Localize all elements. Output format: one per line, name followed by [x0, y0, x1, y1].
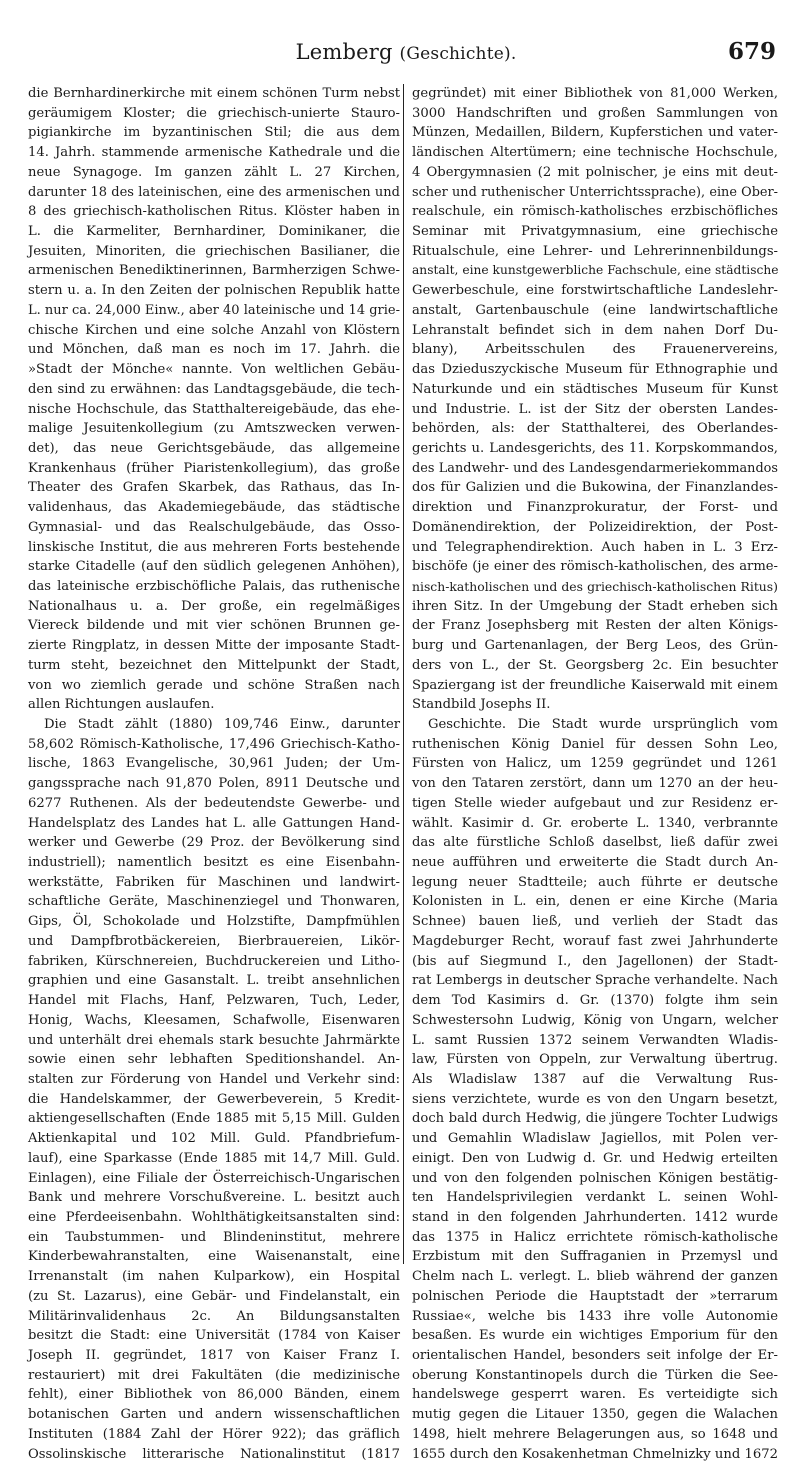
text-line: Russiae«, welche bis 1433 ihre volle Autonomie — [412, 1308, 778, 1324]
text-line: Ritualschule, eine Lehrer- und Lehrerinnenbildungs- — [412, 243, 778, 259]
text-line: Instituten (1884 Zahl der Hörer 922); das gräflich — [28, 1426, 400, 1442]
text-line: Kolonisten in L. ein, denen er eine Kirche (Maria — [412, 894, 778, 910]
text-line: und unterhält drei ehemals stark besuchte Jahrmärkte — [28, 1032, 400, 1048]
page-number: 679 — [727, 38, 776, 65]
text-line: Naturkunde und ein städtisches Museum für Kunst — [412, 381, 778, 397]
text-line: werker und Gewerbe (29 Proz. der Bevölkerung sind — [28, 835, 400, 851]
text-line: Aktienkapital und 102 Mill. Guld. Pfandbriefum- — [28, 1131, 400, 1147]
text-line: geräumigem Kloster; die griechisch-unierte Stauro- — [28, 105, 400, 121]
text-line: lauf), eine Sparkasse (Ende 1885 mit 14,7 Mill. Guld. — [28, 1150, 400, 1166]
text-line: Die Stadt zählt (1880) 109,746 Einw., darunter — [44, 717, 400, 732]
text-line: ländischen Altertümern; eine technische Hochschule, — [412, 145, 778, 161]
text-line: das Dzieduszyckische Museum für Ethnographie und — [412, 362, 778, 378]
text-line: doch bald durch Hedwig, die jüngere Tochter Ludwigs — [412, 1111, 778, 1127]
text-line: Als Wladislaw 1387 auf die Verwaltung Rus- — [412, 1071, 778, 1087]
text-line: stern u. a. In den Zeiten der polnischen Republik hatte — [28, 283, 400, 299]
text-line: anstalt, Gartenbauschule (eine landwirtschaftliche — [412, 302, 778, 318]
text-line: polnischen Periode die Hauptstadt der »terrarum — [412, 1288, 778, 1304]
text-line: werkstätte, Fabriken für Maschinen und landwirt- — [28, 874, 400, 890]
text-line: blany), Arbeitsschulen des Frauenervereins, — [412, 342, 778, 358]
text-line: 6277 Ruthenen. Als der bedeutendste Gewerbe- und — [28, 795, 400, 811]
text-line: graphien und eine Gasanstalt. L. treibt ansehnlichen — [28, 973, 400, 989]
text-line: von wo ziemlich gerade und schöne Straßen nach — [28, 677, 400, 693]
text-line: det), das neue Gerichtsgebäude, das allgemeine — [28, 440, 400, 456]
text-line: aktiengesellschaften (Ende 1885 mit 5,15 Mill. Gulden — [28, 1111, 400, 1127]
text-line: Erzbistum mit den Suffraganien in Przemysl und — [412, 1249, 778, 1265]
text-line: das 1375 in Halicz errichtete römisch-katholische — [412, 1229, 778, 1245]
text-line: ruthenischen König Daniel für dessen Sohn Leo, — [412, 736, 778, 752]
text-line: Handelsplatz des Landes hat L. alle Gattungen Hand- — [28, 815, 400, 831]
text-line: und Industrie. L. ist der Sitz der obersten Landes- — [412, 401, 778, 417]
page-header — [30, 34, 782, 74]
text-line: ten Handelsprivilegien verdankt L. seinen Wohl- — [412, 1190, 778, 1206]
text-line: Einlagen), eine Filiale der Österreichisch-Ungarischen — [28, 1170, 400, 1186]
text-line: oberung Konstantinopels durch die Türken die See- — [412, 1367, 778, 1383]
text-line: Fürsten von Halicz, um 1259 gegründet und 1261 — [412, 756, 778, 772]
text-line: 1655 durch den Kosakenhetman Chmelnizky und 1672 — [412, 1446, 778, 1462]
text-line: stand in den folgenden Jahrhunderten. 1412 wurde — [412, 1209, 778, 1225]
text-line: die Handelskammer, der Gewerbeverein, 5 Kredit- — [28, 1091, 400, 1107]
text-line: schaftliche Geräte, Maschinenziegel und Thonwaren, — [28, 894, 400, 910]
text-line: Ossolinskische litterarische Nationalinstitut (1817 — [28, 1446, 400, 1462]
text-line: das lateinische erzbischöfliche Palais, das ruthenische — [28, 578, 400, 594]
text-line: 14. Jahrh. stammende armenische Kathedrale und die — [28, 145, 400, 161]
text-line: Lehranstalt befindet sich in dem nahen Dorf Du- — [412, 322, 778, 338]
text-line: dos für Galizien und die Bukowina, der Finanzlandes- — [412, 480, 778, 496]
text-line: »Stadt der Mönche« nannte. Von weltlichen Gebäu- — [28, 362, 400, 378]
text-line: neue aufführen und erweiterte die Stadt durch An- — [412, 855, 778, 871]
text-line: Handel mit Flachs, Hanf, Pelzwaren, Tuch, Leder, — [28, 993, 400, 1009]
text-line: Kinderbewahranstalten, eine Waisenanstalt, eine — [28, 1249, 400, 1265]
text-line: ein Taubstummen- und Blindeninstitut, mehrere — [28, 1229, 400, 1245]
text-line: fehlt), einer Bibliothek von 86,000 Bänden, einem — [28, 1387, 400, 1403]
text-line: Nationalhaus u. a. Der große, ein regelmäßiges — [28, 598, 400, 614]
text-line: einigt. Den von Ludwig d. Gr. und Hedwig erteilten — [412, 1150, 778, 1166]
text-line: 58,602 Römisch-Katholische, 17,496 Griechisch-Katho- — [28, 736, 400, 752]
text-line: L. die Karmeliter, Bernhardiner, Dominikaner, die — [28, 224, 400, 240]
running-title — [30, 40, 782, 64]
text-line: ihren Sitz. In der Umgebung der Stadt erheben sich — [412, 598, 778, 614]
text-line: Theater des Grafen Skarbek, das Rathaus, das In- — [28, 480, 400, 496]
text-line: legung neuer Stadtteile; auch führte er deutsche — [412, 874, 778, 890]
text-line: Domänendirektion, der Polizeidirektion, der Post- — [412, 519, 778, 535]
text-line: eine Pferdeeisenbahn. Wohlthätigkeitsanstalten sind: — [28, 1209, 400, 1225]
header-subtitle: (Geschichte). — [399, 44, 517, 64]
text-line: das alte fürstliche Schloß daselbst, ließ dafür zwei — [412, 835, 778, 851]
text-line: dem Tod Kasimirs d. Gr. (1370) folgte ihm sein — [412, 993, 778, 1009]
text-line: scher und ruthenischer Unterrichtssprache), eine Ober- — [412, 184, 778, 200]
text-line: 8 des griechisch-katholischen Ritus. Klöster haben in — [28, 204, 400, 220]
text-line: anstalt, eine kunstgewerbliche Fachschule, eine städtische — [412, 263, 779, 278]
text-line: Magdeburger Recht, worauf fast zwei Jahrhunderte — [412, 933, 778, 949]
text-line: starke Citadelle (auf den südlich gelegenen Anhöhen), — [28, 559, 400, 575]
text-line: tigen Stelle wieder aufgebaut und zur Residenz er- — [412, 795, 778, 811]
text-line: und Gemahlin Wladislaw Jagiellos, mit Polen ver- — [412, 1131, 778, 1147]
text-line: 1498, hielt mehrere Belagerungen aus, so 1648 und — [412, 1426, 778, 1442]
text-line: den sind zu erwähnen: das Landtagsgebäude, die tech- — [28, 381, 400, 397]
text-line: burg und Gartenanlagen, der Berg Leos, des Grün- — [412, 638, 778, 654]
text-line: L. nur ca. 24,000 Einw., aber 40 lateinische und 14 grie- — [28, 302, 401, 318]
text-line: behörden, als: der Statthalterei, des Oberlandes- — [412, 421, 778, 437]
text-line: Schnee) bauen ließ, und verlieh der Stadt das — [412, 914, 778, 930]
text-line: restauriert) mit drei Fakultäten (die medizinische — [28, 1367, 400, 1383]
text-line: (bis auf Siegmund I., den Jagellonen) der Stadt- — [412, 953, 778, 969]
text-line: Schwestersohn Ludwig, König von Ungarn, welcher — [412, 1012, 778, 1028]
left-column — [28, 84, 401, 1462]
text-line: orientalischen Handel, besonders seit infolge der Er- — [412, 1348, 778, 1363]
text-line: und von den folgenden polnischen Königen bestätig- — [412, 1170, 778, 1186]
text-line: Gewerbeschule, eine forstwirtschaftliche Landeslehr- — [412, 283, 778, 299]
text-line: lische, 1863 Evangelische, 30,961 Juden; der Um- — [28, 756, 400, 772]
text-line: des Landwehr- und des Landesgendarmeriekommandos — [412, 460, 778, 476]
text-line: 4 Obergymnasien (2 mit polnischer, je eins mit deut- — [412, 164, 778, 180]
text-line: und Mönchen, daß man es noch im 17. Jahrh. die — [28, 342, 400, 358]
text-line: Geschichte. Die Stadt wurde ursprünglich vom — [428, 717, 778, 732]
text-line: bischöfe (je einer des römisch-katholischen, des arme- — [412, 559, 778, 575]
text-line: nische Hochschule, das Statthaltereigebäude, das ehe- — [28, 401, 400, 417]
text-line: die Bernhardinerkirche mit einem schönen Turm nebst — [28, 86, 400, 101]
text-line: Jesuiten, Minoriten, die griechischen Basilianer, die — [28, 243, 400, 259]
text-line: gegründet) mit einer Bibliothek von 81,000 Werken, — [412, 86, 778, 101]
text-line: industriell); namentlich besitzt es eine Eisenbahn- — [28, 855, 400, 871]
text-line: Militärinvalidenhaus 2c. An Bildungsanstalten — [28, 1308, 400, 1324]
text-line: 3000 Handschriften und großen Sammlungen von — [412, 105, 778, 121]
text-line: stalten zur Förderung von Handel und Verkehr sind: — [28, 1071, 400, 1087]
text-line: L. samt Russien 1372 seinem Verwandten Wladis- — [412, 1032, 778, 1048]
text-line: turm steht, bezeichnet den Mittelpunkt der Stadt, — [28, 657, 400, 673]
text-line: besitzt die Stadt: eine Universität (1784 von Kaiser — [28, 1328, 400, 1344]
text-line: Standbild Josephs II. — [412, 697, 551, 713]
text-line: von den Tataren zerstört, dann um 1270 an der heu- — [412, 776, 778, 792]
text-line: darunter 18 des lateinischen, eine des armenischen und — [28, 184, 400, 200]
text-line: ders von L., der St. Georgsberg 2c. Ein besuchter — [412, 657, 778, 673]
text-line: Krankenhaus (früher Piaristenkollegium), das große — [28, 460, 400, 476]
text-line: armenischen Benediktinerinnen, Barmherzigen Schwe- — [28, 263, 400, 279]
text-line: sowie einen sehr lebhaften Speditionshandel. An- — [28, 1052, 400, 1068]
text-line: und Telegraphendirektion. Auch haben in L. 3 Erz- — [412, 539, 778, 555]
text-line: realschule, ein römisch-katholisches erzbischöfliches — [412, 204, 778, 220]
text-line: gangssprache nach 91,870 Polen, 8911 Deutsche und — [28, 776, 400, 792]
text-line: linskische Institut, die aus mehreren Forts bestehende — [28, 539, 400, 555]
text-line: mutig gegen die Litauer 1350, gegen die Walachen — [412, 1407, 778, 1423]
text-line: Gips, Öl, Schokolade und Holzstifte, Dampfmühlen — [28, 914, 400, 930]
text-line: Chelm nach L. verlegt. L. blieb während der ganzen — [412, 1269, 778, 1285]
text-line: gerichts u. Landesgerichts, des 11. Korpskommandos, — [412, 440, 778, 456]
text-line: siens verzichtete, wurde es von den Ungarn besetzt, — [412, 1091, 778, 1107]
text-line: pigiankirche im byzantinischen Stil; die aus dem — [28, 125, 400, 141]
text-line: Bank und mehrere Vorschußvereine. L. besitzt auch — [28, 1190, 400, 1206]
text-line: zierte Ringplatz, in dessen Mitte der imposante Stadt- — [28, 638, 400, 654]
text-line: Münzen, Medaillen, Bildern, Kupferstichen und vater- — [412, 125, 778, 141]
text-line: Irrenanstalt (im nahen Kulparkow), ein Hospital — [28, 1269, 400, 1285]
text-line: neue Synagoge. Im ganzen zählt L. 27 Kirchen, — [28, 164, 400, 180]
column-divider — [403, 84, 404, 1264]
text-line: malige Jesuitenkollegium (zu Amtszwecken verwen- — [28, 421, 400, 437]
text-line: Joseph II. gegründet, 1817 von Kaiser Franz I. — [28, 1348, 400, 1363]
text-line: validenhaus, das Akademiegebäude, das städtische — [28, 500, 400, 516]
text-line: Honig, Wachs, Kleesamen, Schafwolle, Eisenwaren — [28, 1012, 400, 1028]
text-line: Seminar mit Privatgymnasium, eine griechische — [412, 224, 778, 240]
text-line: allen Richtungen auslaufen. — [28, 697, 215, 713]
right-column — [412, 84, 779, 1462]
text-line: chische Kirchen und eine solche Anzahl von Klöstern — [28, 322, 400, 338]
text-line: Gymnasial- und das Realschulgebäude, das Osso- — [28, 519, 400, 535]
text-line: fabriken, Kürschnereien, Buchdruckereien und Litho- — [28, 953, 400, 969]
text-line: handelswege gesperrt waren. Es verteidigte sich — [412, 1387, 778, 1403]
text-line: Viereck bildende und mit vier schönen Brunnen ge- — [28, 618, 400, 634]
text-line: direktion und Finanzprokuratur, der Forst- und — [412, 500, 778, 516]
text-line: botanischen Garten und andern wissenschaftlichen — [28, 1407, 400, 1423]
text-line: nisch-katholischen und des griechisch-katholischen Ritus) — [412, 578, 778, 594]
text-line: law, Fürsten von Oppeln, zur Verwaltung übertrug. — [412, 1052, 778, 1068]
text-line: besaßen. Es wurde ein wichtiges Emporium für den — [412, 1328, 778, 1344]
text-line: wählt. Kasimir d. Gr. eroberte L. 1340, verbrannte — [412, 815, 778, 831]
text-line: Spaziergang ist der freundliche Kaiserwald mit einem — [412, 677, 778, 693]
text-line: der Franz Josephsberg mit Resten der alten Königs- — [412, 618, 778, 634]
text-line: (zu St. Lazarus), eine Gebär- und Findelanstalt, ein — [28, 1288, 400, 1304]
text-line: und Dampfbrotbäckereien, Bierbrauereien, Likör- — [28, 933, 400, 949]
header-title: Lemberg — [295, 40, 393, 64]
text-line: rat Lembergs in deutscher Sprache verhandelte. Nach — [412, 973, 778, 989]
